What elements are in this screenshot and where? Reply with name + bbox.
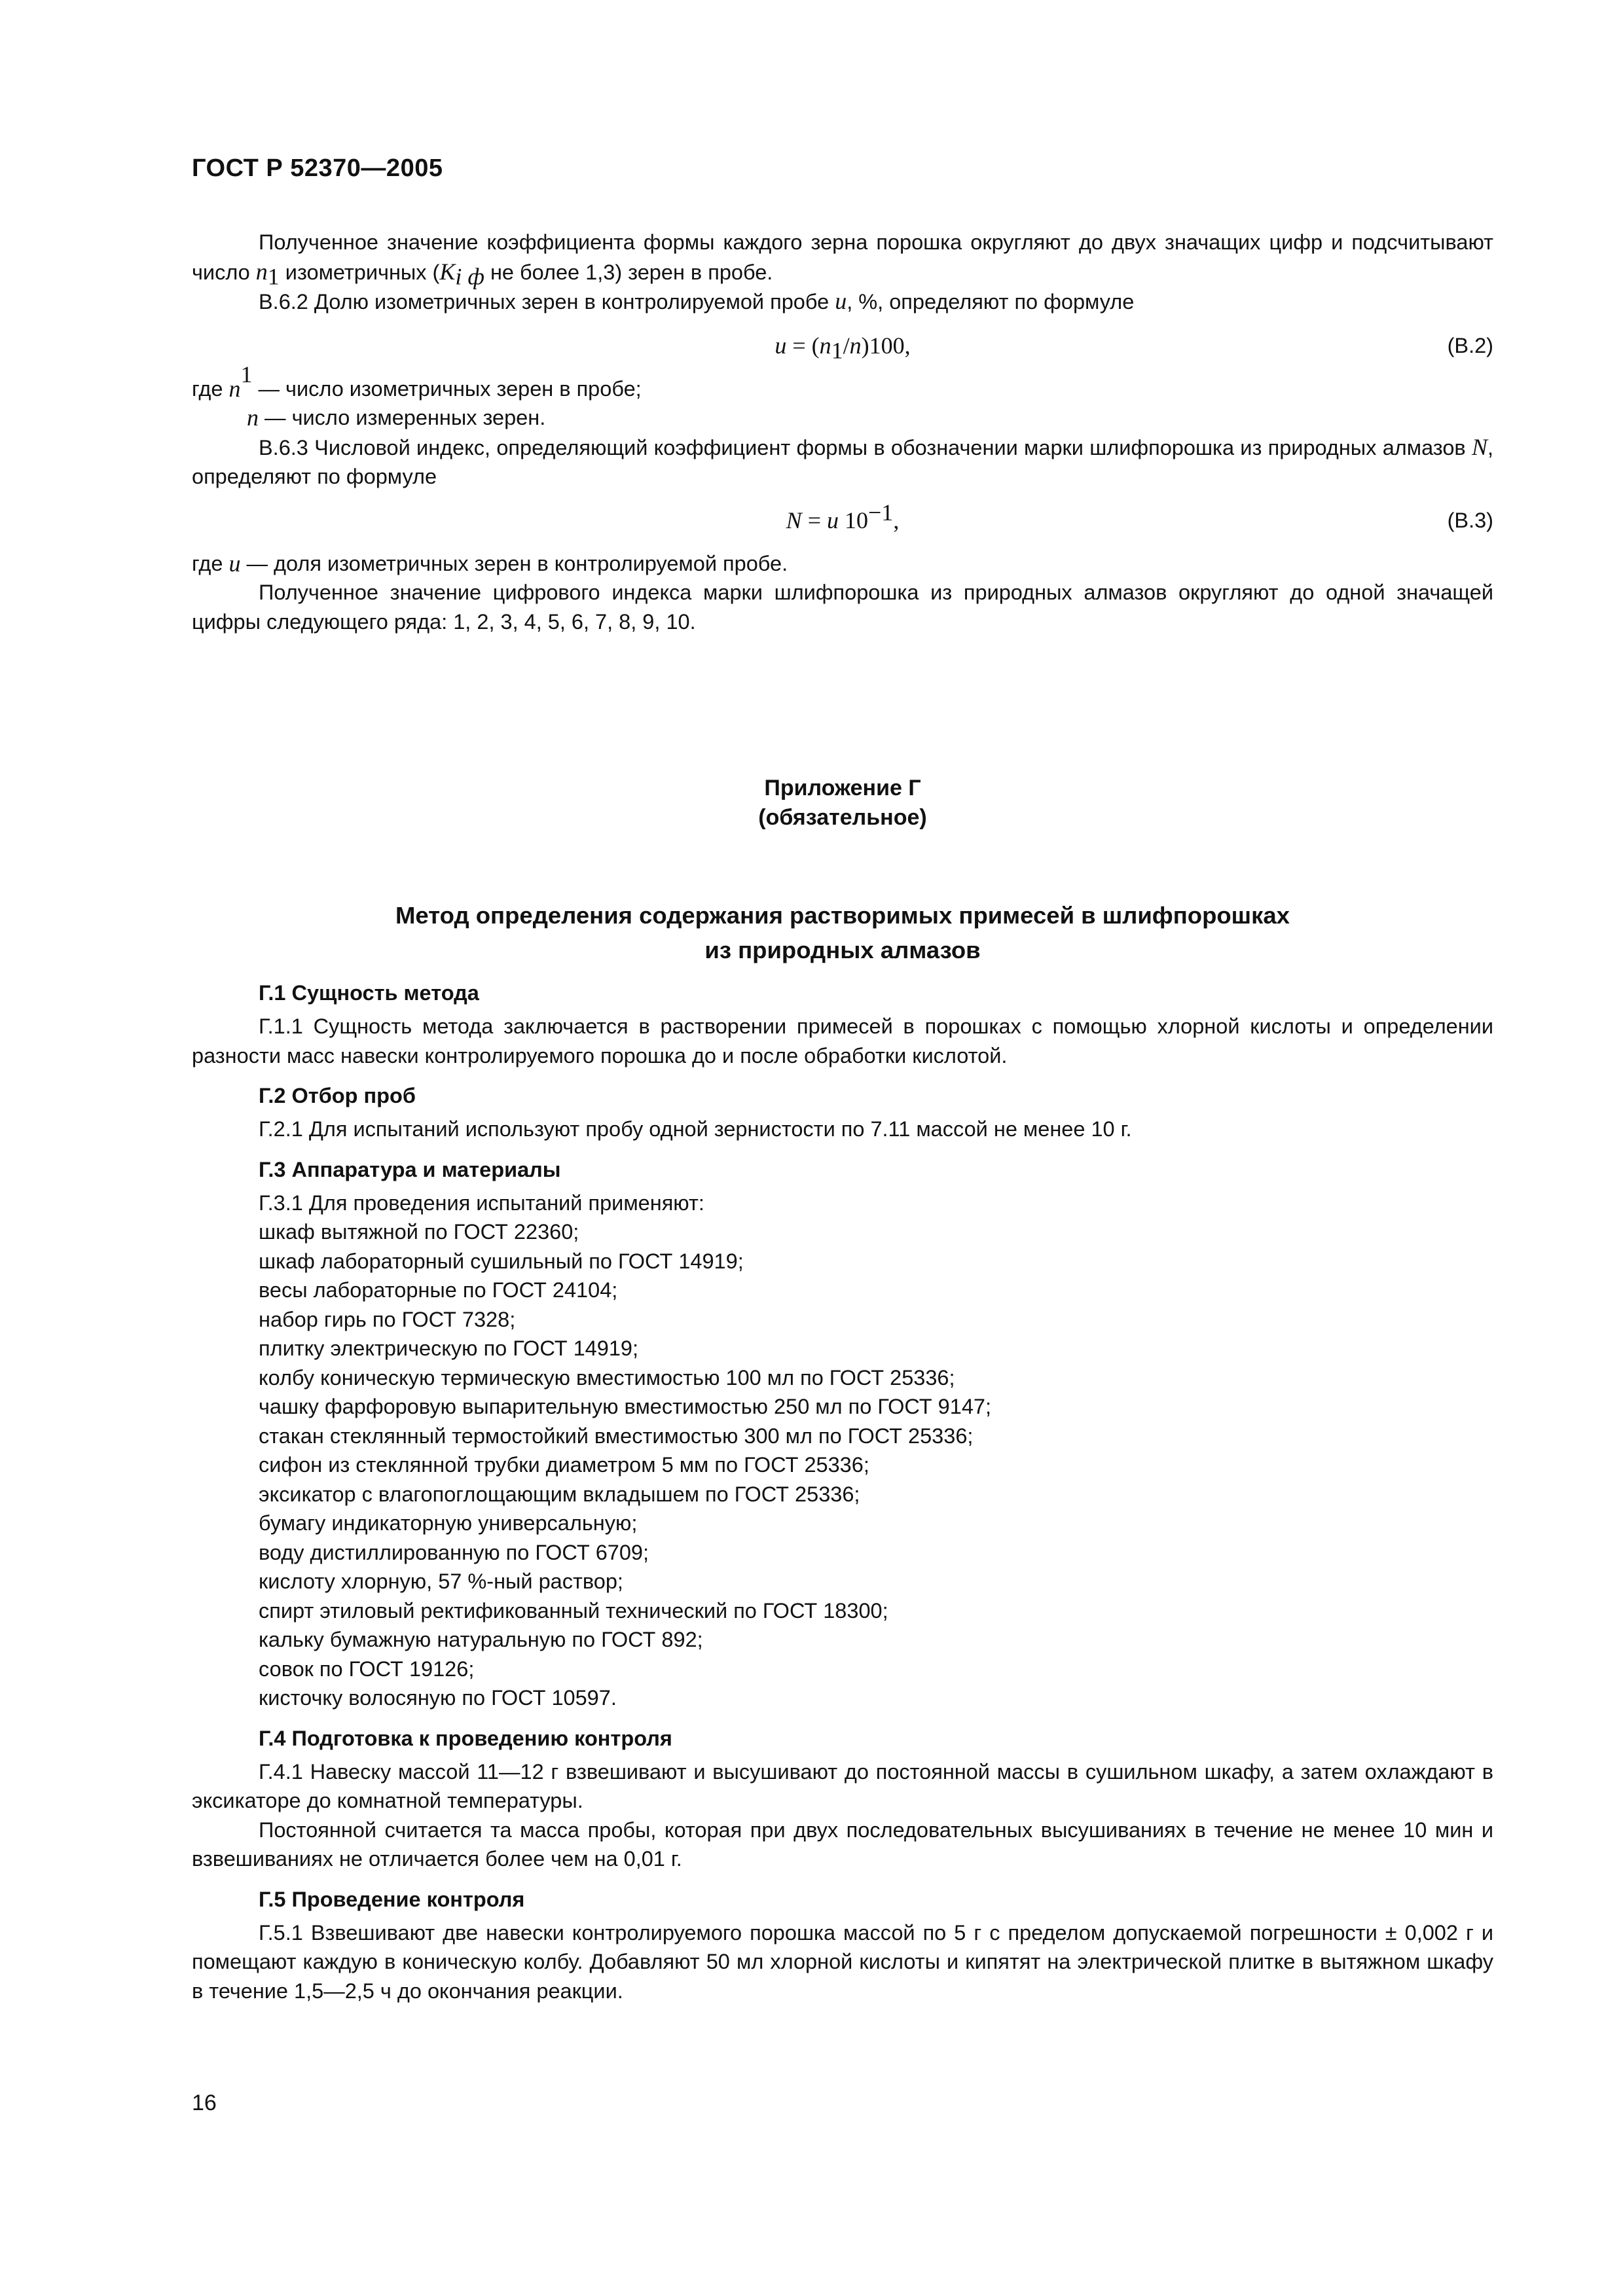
- section-heading-g1: Г.1 Сущность метода: [259, 981, 479, 1005]
- list-item: кислоту хлорную, 57 %-ный раствор;: [259, 1570, 623, 1593]
- list-item: воду дистиллированную по ГОСТ 6709;: [259, 1540, 649, 1564]
- paragraph-b62: В.6.2 Долю изометричных зерен в контролируемой пробе u, %, определяют по формуле: [259, 288, 1135, 314]
- list-item: спирт этиловый ректификованный технический по ГОСТ 18300;: [259, 1598, 888, 1623]
- section-heading-g5: Г.5 Проведение контроля: [259, 1887, 525, 1911]
- list-item: сифон из стеклянной трубки диаметром 5 мм по ГОСТ 25336;: [259, 1453, 869, 1477]
- list-item: шкаф вытяжной по ГОСТ 22360;: [259, 1220, 579, 1244]
- list-item: колбу коническую термическую вместимостью 100 мл по ГОСТ 25336;: [259, 1365, 955, 1390]
- formula-number: (В.3): [1447, 508, 1493, 532]
- list-item: кальку бумажную натуральную по ГОСТ 892;: [259, 1628, 703, 1651]
- where-u: где u — доля изометричных зерен в контролируемой пробе.: [192, 550, 788, 577]
- paragraph-form-coefficient: Полученное значение коэффициента формы каждого зерна порошка округляют до двух значащих цифр и подсчитывают число $n_1$ изометричных ($K_{i ф}$ не более 1,3) зерен в пробе.: [192, 230, 1493, 289]
- paragraph-g31: Г.3.1 Для проведения испытаний применяют:: [259, 1191, 704, 1215]
- list-item: кисточку волосяную по ГОСТ 10597.: [259, 1686, 617, 1710]
- list-item: шкаф лабораторный сушильный по ГОСТ 14919;: [259, 1249, 744, 1273]
- section-heading-g2: Г.2 Отбор проб: [259, 1084, 416, 1107]
- list-item: чашку фарфоровую выпарительную вместимостью 250 мл по ГОСТ 9147;: [259, 1395, 991, 1418]
- formula-b2: $u = (n_1/n)100$, (В.2): [192, 317, 1493, 374]
- where-n: n — число измеренных зерен.: [247, 404, 546, 431]
- paragraph-g51: Г.5.1 Взвешивают две навески контролируемого порошка массой по 5 г с пределом допускаемой погрешности ± 0,002 г и помещают каждую в коническую колбу. Добавляют 50 мл хлорной кислоты и кипятят на электрической плитке в вытяжном шкафу в течение 1,5—2,5 ч до окончания реакции.: [192, 1920, 1493, 2003]
- appendix-title-line1: Метод определения содержания растворимых примесей в шлифпорошках: [395, 902, 1290, 929]
- formula-b3: N = u $10^{-1}$, (В.3): [192, 492, 1493, 549]
- list-item: совок по ГОСТ 19126;: [259, 1657, 475, 1681]
- page-number: 16: [192, 2090, 217, 2115]
- appendix-label: Приложение Г: [764, 776, 921, 800]
- formula-number: (В.2): [1447, 333, 1493, 357]
- list-item: эксикатор с влагопоглощающим вкладышем по ГОСТ 25336;: [259, 1482, 860, 1506]
- equipment-list: [192, 1217, 1493, 1713]
- paragraph-b63: В.6.3 Числовой индекс, определяющий коэффициент формы в обозначении марки шлифпорошка из природных алмазов N, определяют по формуле: [192, 433, 1493, 488]
- where-n1: где n 1 — число изометричных зерен в пробе;: [192, 361, 642, 402]
- section-heading-g3: Г.3 Аппаратура и материалы: [259, 1157, 561, 1181]
- paragraph-g21: Г.2.1 Для испытаний используют пробу одной зернистости по 7.11 массой не менее 10 г.: [259, 1117, 1132, 1141]
- appendix-status: (обязательное): [758, 805, 927, 830]
- list-item: стакан стеклянный термостойкий вместимостью 300 мл по ГОСТ 25336;: [259, 1424, 974, 1448]
- page-content: [192, 228, 1493, 2005]
- document-header: ГОСТ Р 52370—2005: [192, 154, 443, 182]
- paragraph-g41: Г.4.1 Навеску массой 11—12 г взвешивают и высушивают до постоянной массы в сушильном шкафу, а затем охлаждают в эксикаторе до комнатной температуры.: [192, 1759, 1493, 1812]
- section-heading-g4: Г.4 Подготовка к проведению контроля: [259, 1726, 672, 1750]
- list-item: бумагу индикаторную универсальную;: [259, 1511, 638, 1535]
- list-item: весы лабораторные по ГОСТ 24104;: [259, 1278, 618, 1302]
- appendix-title-line2: из природных алмазов: [704, 937, 981, 963]
- list-item: плитку электрическую по ГОСТ 14919;: [259, 1336, 639, 1360]
- paragraph-digit-index: Полученное значение цифрового индекса марки шлифпорошка из природных алмазов округляют до одной значащей цифры следующего ряда: 1, 2, 3, 4, 5, 6, 7, 8, 9, 10.: [192, 581, 1493, 634]
- list-item: набор гирь по ГОСТ 7328;: [259, 1307, 516, 1331]
- paragraph-g11: Г.1.1 Сущность метода заключается в растворении примесей в порошках с помощью хлорной кислоты и определении разности масс навески контролируемого порошка до и после обработки кислотой.: [192, 1014, 1493, 1067]
- paragraph-g41-constant-mass: Постоянной считается та масса пробы, которая при двух последовательных высушиваниях в течение не менее 10 мин и взвешиваниях не отличается более чем на 0,01 г.: [192, 1818, 1493, 1871]
